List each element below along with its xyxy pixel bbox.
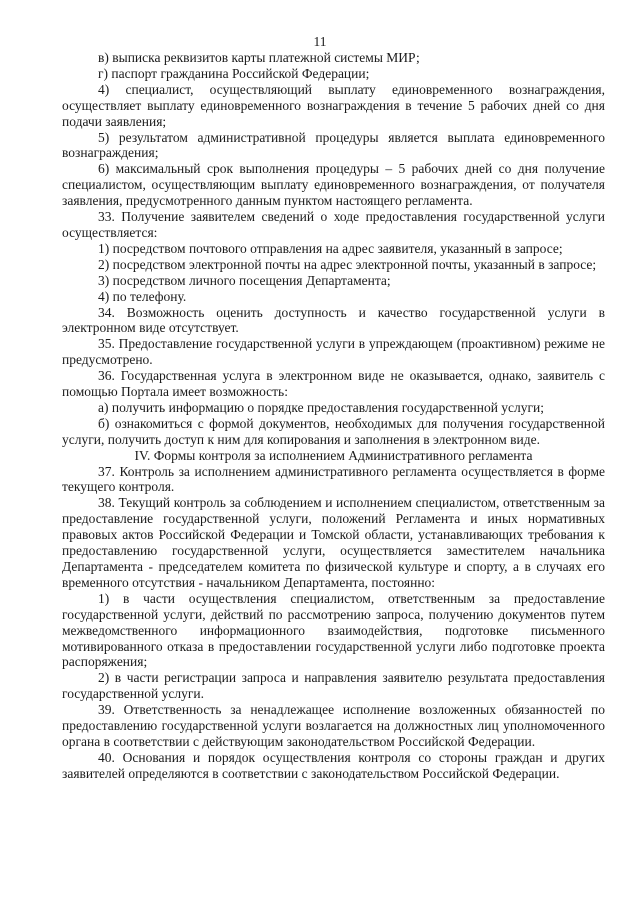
paragraph: 5) результатом административной процедуры является выплата единовременного вознаграждения; [62, 129, 605, 161]
paragraph: а) получить информацию о порядке предоставления государственной услуги; [98, 399, 545, 415]
paragraph: 3) посредством личного посещения Департамента; [98, 272, 391, 288]
paragraph: 4) специалист, осуществляющий выплату единовременного вознаграждения, осуществляет выплату единовременного вознаграждения в течение 5 рабочих дней со дня подачи заявления; [62, 81, 605, 129]
paragraph: 2) в части регистрации запроса и направления заявителю результата предоставления государственной услуги. [62, 670, 605, 702]
paragraph: 6) максимальный срок выполнения процедуры – 5 рабочих дней со дня получение специалистом, осуществляющим выплату единовременного вознаграждения, от получателя заявления, предусмотренного данным пунктом настоящего регламента. [62, 161, 605, 209]
paragraph: 38. Текущий контроль за соблюдением и исполнением специалистом, ответственным за предоставление государственной услуги, положений Регламента и иных нормативных правовых актов Российской Федерации и Томской области, устанавливающих требования к предоставлению государственной услуги, осуществляется заместителем начальника Департамента - председателем комитета по физической культуре и спорту, а в случаях его временного отсутствия - начальником Департамента, постоянно: [62, 495, 605, 590]
paragraph: 1) в части осуществления специалистом, ответственным за предоставление государственной услуги, действий по рассмотрению запроса, получению документов путем межведомственного информационного взаимодействия, подготовке письменного мотивированного отказа в предоставлении государственной услуги либо подготовке проекта распоряжения; [62, 590, 605, 670]
paragraph: 1) посредством почтового отправления на адрес заявителя, указанный в запросе; [98, 240, 563, 256]
paragraph: 39. Ответственность за ненадлежащее исполнение возложенных обязанностей по предоставлению государственной услуги возлагается на должностных лиц уполномоченного органа в соответствии с действующим законодательством Российской Федерации. [62, 702, 605, 749]
paragraph: 36. Государственная услуга в электронном виде не оказывается, однако, заявитель с помощью Портала имеет возможность: [62, 368, 605, 400]
paragraph: 2) посредством электронной почты на адрес электронной почты, указанный в запросе; [98, 256, 597, 272]
paragraph: б) ознакомиться с формой документов, необходимых для получения государственной услуги, получить доступ к ним для копирования и заполнения в электронном виде. [62, 415, 605, 447]
paragraph: 4) по телефону. [98, 288, 187, 304]
paragraph: в) выписка реквизитов карты платежной системы МИР; [98, 50, 420, 65]
section-heading: IV. Формы контроля за исполнением Административного регламента [134, 447, 533, 463]
paragraph: 40. Основания и порядок осуществления контроля со стороны граждан и других заявителей определяются в соответствии с законодательством Российской Федерации. [62, 749, 605, 781]
document-body [62, 50, 605, 782]
paragraph: 35. Предоставление государственной услуги в упреждающем (проактивном) режиме не предусмотрено. [62, 336, 605, 368]
paragraph: 37. Контроль за исполнением административного регламента осуществляется в форме текущего контроля. [62, 463, 605, 495]
paragraph: 33. Получение заявителем сведений о ходе предоставления государственной услуги осуществляется: [62, 209, 605, 240]
paragraph: г) паспорт гражданина Российской Федерации; [98, 65, 370, 81]
page-number: 11 [313, 34, 327, 49]
paragraph: 34. Возможность оценить доступность и качество государственной услуги в электронном виде отсутствует. [62, 304, 605, 336]
